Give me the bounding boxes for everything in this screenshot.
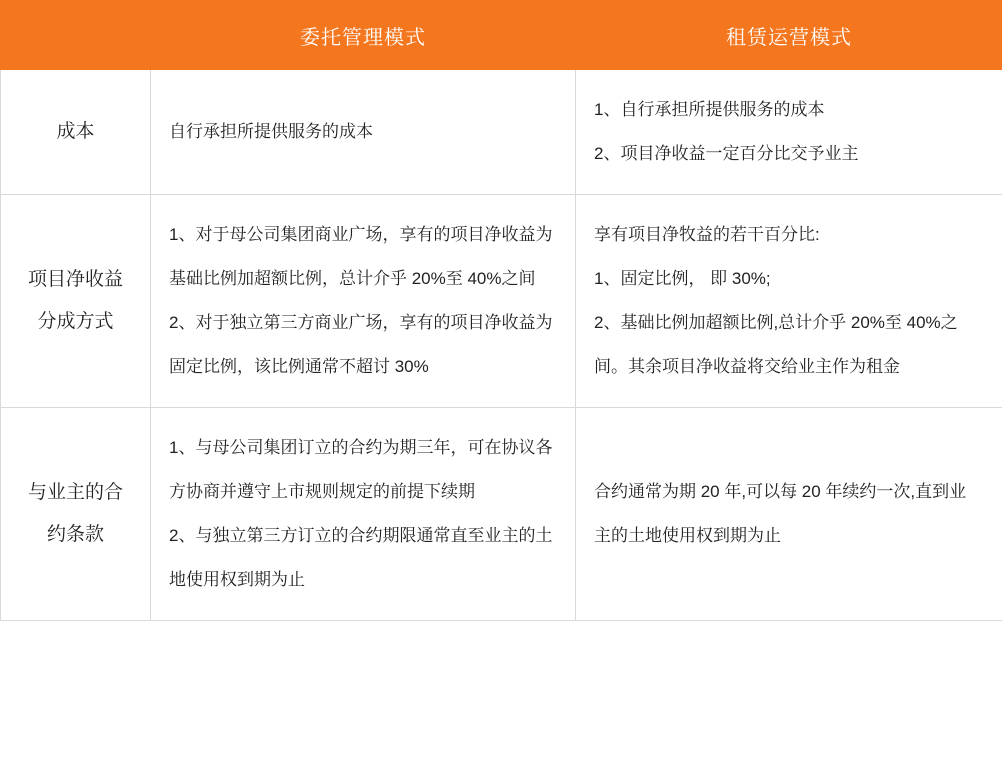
cell-content xyxy=(576,452,1002,576)
table-row xyxy=(1,70,1002,195)
cell-paragraph: 自行承担所提供服务的成本 xyxy=(169,122,373,141)
row-label-net-income-share xyxy=(1,195,151,408)
cell-net-income-lease xyxy=(576,195,1002,408)
cell-paragraph-3: 2、基础比例加超额比例,总计介乎 20%至 40%之间。其余项目净收益将交给业主作为租金 xyxy=(594,313,958,376)
cell-paragraph-1: 1、自行承担所提供服务的成本 xyxy=(594,100,825,119)
table-row xyxy=(1,195,1002,408)
row-label-owner-contract-terms xyxy=(1,408,151,621)
cell-content xyxy=(151,195,575,407)
header-column-lease-operation: 租赁运营模式 xyxy=(576,1,1002,70)
cell-content xyxy=(576,195,1002,407)
row-label-cost xyxy=(1,70,151,195)
cell-paragraph-2: 2、项目净收益一定百分比交予业主 xyxy=(594,144,859,163)
cell-paragraph-2: 2、与独立第三方订立的合约期限通常直至业主的土地使用权到期为止 xyxy=(169,526,553,589)
cell-paragraph-2: 2、对于独立第三方商业广场，享有的项目净收益为固定比例，该比例通常不超讨 30% xyxy=(169,313,553,376)
cell-content xyxy=(576,70,1002,194)
row-label-text-line2: 约条款 xyxy=(46,524,104,545)
cell-contract-lease xyxy=(576,408,1002,621)
row-label-text-line1: 与业主的合 xyxy=(27,482,123,503)
row-label-text-line2: 分成方式 xyxy=(37,311,114,332)
table-row xyxy=(1,408,1002,621)
cell-net-income-entrusted xyxy=(151,195,576,408)
cell-content xyxy=(151,92,575,172)
cell-cost-entrusted xyxy=(151,70,576,195)
cell-paragraph-1: 1、与母公司集团订立的合约为期三年，可在协议各方协商并遵守上市规则规定的前提下续期 xyxy=(169,438,553,501)
cell-paragraph-1: 合约通常为期 20 年,可以每 20 年续约一次,直到业主的土地使用权到期为止 xyxy=(594,482,967,545)
table-header-row xyxy=(1,1,1002,70)
cell-contract-entrusted xyxy=(151,408,576,621)
cell-cost-lease xyxy=(576,70,1002,195)
cell-content xyxy=(151,408,575,620)
header-corner-cell xyxy=(1,1,151,70)
cell-paragraph-2: 1、固定比例， 即 30%; xyxy=(594,269,771,288)
row-label-text: 成本 xyxy=(56,121,95,142)
cell-paragraph-1: 享有项目净牧益的若干百分比: xyxy=(594,225,820,244)
row-label-text-line1: 项目净收益 xyxy=(27,269,123,290)
header-column-entrusted-management: 委托管理模式 xyxy=(151,1,576,70)
cell-paragraph-1: 1、对于母公司集团商业广场，享有的项目净收益为基础比例加超额比例，总计介乎 20%至 40%之间 xyxy=(169,225,553,288)
